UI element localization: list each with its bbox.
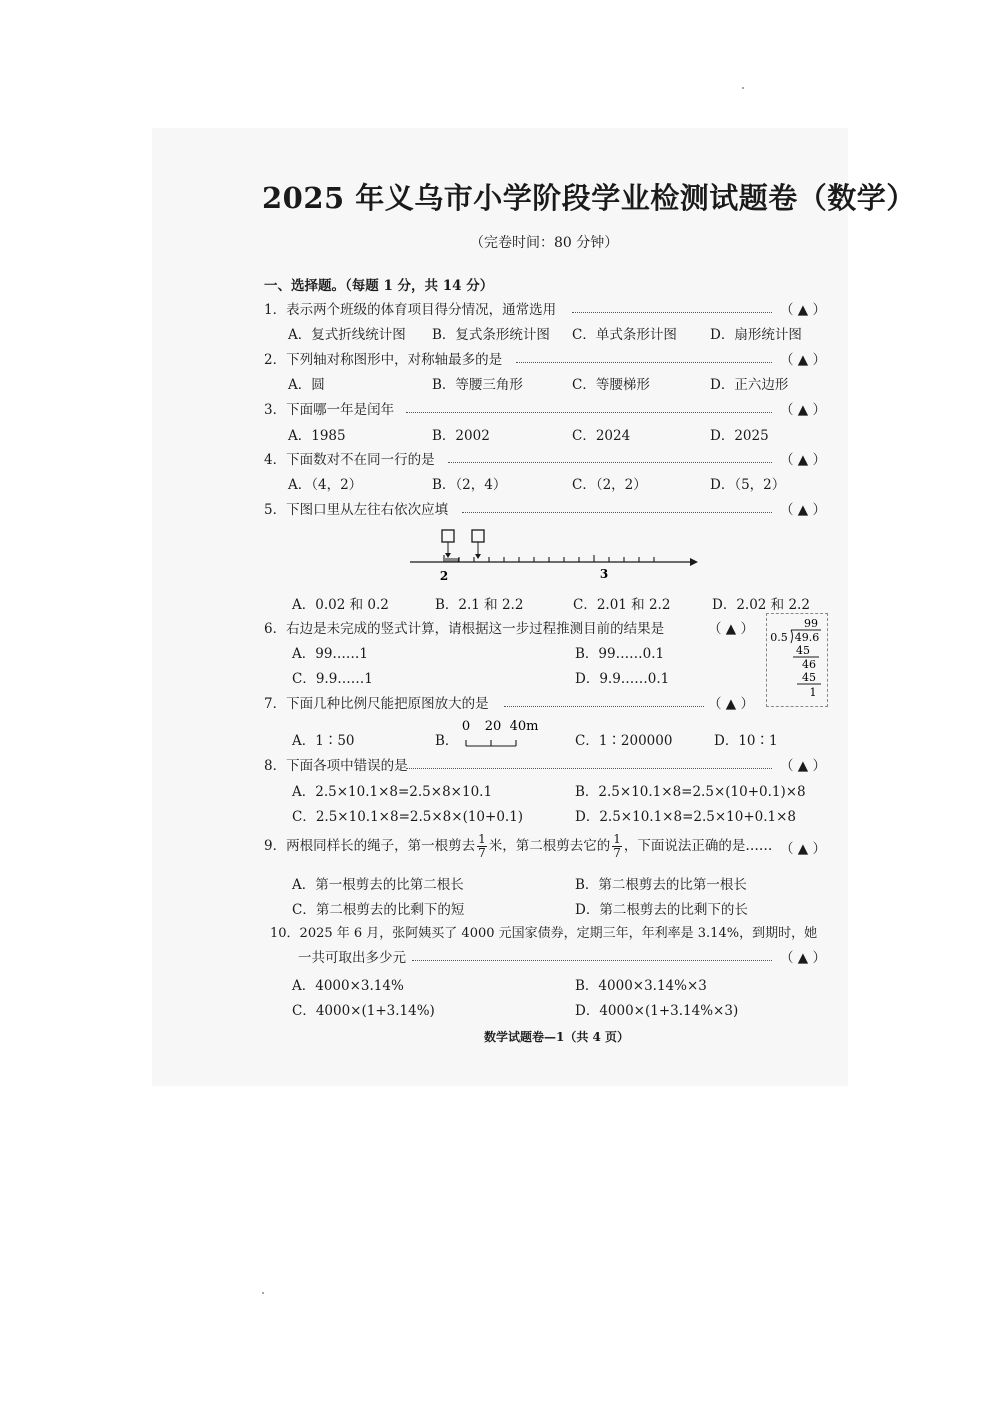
leader-dots [406,412,772,413]
scan-speck [742,87,744,89]
section-heading: 一、选择题。（每题 1 分，共 14 分） [264,278,494,294]
fraction-one-seventh: $\frac{1}{7}$ [613,832,621,860]
q2-option-a: A．圆 [288,377,325,393]
q3-option-c: C．2024 [572,428,631,444]
division-quotient: 99 [804,617,818,630]
answer-mark: （ ▲ ） [780,302,826,318]
q6-option-d: D．9.9……0.1 [575,671,670,687]
leader-dots [448,462,772,463]
long-division-box [766,613,828,707]
scale-label-40m: 40m [509,719,539,734]
axis-label-2: 2 [439,569,449,583]
question-4-text: 4．下面数对不在同一行的是 [264,452,435,468]
exam-duration: （完卷时间：80 分钟） [470,235,619,251]
q3-option-d: D．2025 [710,428,769,444]
division-remainder: 1 [809,686,817,699]
answer-mark: （ ▲ ） [780,841,826,857]
q8-option-a: A．2.5×10.1×8=2.5×8×10.1 [292,784,493,800]
leader-dots [462,512,772,513]
division-dividend: 49.6 [794,631,820,644]
number-line-figure [405,526,700,586]
answer-mark: （ ▲ ） [780,758,826,774]
q1-option-a: A．复式折线统计图 [288,327,406,343]
scan-speck [262,1292,264,1294]
leader-dots [406,768,772,769]
q4-option-a: A．（4，2） [288,477,363,493]
question-8-text: 8．下面各项中错误的是 [264,758,408,774]
q8-option-b: B．2.5×10.1×8=2.5×(10+0.1)×8 [575,784,806,800]
question-2-text: 2．下列轴对称图形中，对称轴最多的是 [264,352,503,368]
q5-option-b: B．2.1 和 2.2 [435,597,524,613]
arrow-head-2 [475,554,481,559]
q9-text-part3: ，下面说法正确的是…… [623,838,773,854]
small-ticks [446,558,458,562]
fraction-one-seventh: $\frac{1}{7}$ [478,832,486,860]
question-5-text: 5．下图口里从左往右依次应填 [264,502,449,518]
page-footer: 数学试题卷—1（共 4 页） [484,1030,630,1044]
question-3-text: 3．下面哪一年是闰年 [264,402,395,418]
q10-option-c: C．4000×(1+3.14%) [292,1003,435,1019]
q9-text-part2: 米，第二根剪去它的 [488,838,611,854]
answer-mark: （ ▲ ） [780,502,826,518]
q3-option-a: A．1985 [288,428,346,444]
question-6-text: 6．右边是未完成的竖式计算，请根据这一步过程推测目前的结果是 [264,621,665,637]
major-ticks [444,555,654,562]
answer-mark: （ ▲ ） [708,696,754,712]
page-title: 2025 年义乌市小学阶段学业检测试题卷（数学） [262,181,916,215]
blank-box-2 [472,530,484,542]
q5-option-c: C．2.01 和 2.2 [573,597,671,613]
q2-option-d: D．正六边形 [710,377,789,393]
q6-option-a: A．99……1 [292,646,369,662]
axis-arrow-icon [690,558,698,566]
long-division-figure [767,614,827,706]
answer-mark: （ ▲ ） [780,950,826,966]
q7-option-c: C．1∶200000 [575,733,673,749]
q10-option-d: D．4000×(1+3.14%×3) [575,1003,739,1019]
q4-option-b: B．（2，4） [432,477,507,493]
question-10-line-2: 一共可取出多少元 [298,950,406,966]
q10-option-a: A．4000×3.14% [292,978,404,994]
q7-option-a: A．1∶50 [292,733,355,749]
question-7-text: 7．下面几种比例尺能把原图放大的是 [264,696,489,712]
q10-option-b: B．4000×3.14%×3 [575,978,707,994]
q8-option-d: D．2.5×10.1×8=2.5×10+0.1×8 [575,809,797,825]
q9-option-c: C．第二根剪去的比剩下的短 [292,902,465,918]
answer-mark: （ ▲ ） [780,402,826,418]
division-divisor: 0.5 [770,631,788,644]
q6-option-c: C．9.9……1 [292,671,373,687]
q1-option-c: C．单式条形计图 [572,327,677,343]
line-scale-figure [458,716,542,752]
q5-option-d: D．2.02 和 2.2 [712,597,810,613]
division-bracket [791,630,793,643]
q8-option-c: C．2.5×10.1×8=2.5×8×(10+0.1) [292,809,524,825]
scale-label-0: 0 [461,719,471,734]
answer-mark: （ ▲ ） [780,452,826,468]
leader-dots [412,960,772,961]
q9-option-a: A．第一根剪去的比第二根长 [292,877,464,893]
q9-option-b: B．第二根剪去的比第一根长 [575,877,747,893]
q6-option-b: B．99……0.1 [575,646,665,662]
question-10-line-1: 10．2025 年 6 月，张阿姨买了 4000 元国家债券，定期三年，年利率是 3.14%，到期时，她 [270,926,818,941]
q4-option-c: C．（2，2） [572,477,647,493]
answer-mark: （ ▲ ） [780,352,826,368]
q4-option-d: D．（5，2） [710,477,786,493]
division-step3: 45 [802,671,816,684]
question-9-text [264,831,772,861]
scale-label-20: 20 [484,719,502,734]
q2-option-b: B．等腰三角形 [432,377,523,393]
q5-option-a: A．0.02 和 0.2 [292,597,389,613]
blank-box-1 [442,530,454,542]
division-step2: 46 [802,658,816,671]
q1-option-b: B．复式条形统计图 [432,327,550,343]
q9-option-d: D．第二根剪去的比剩下的长 [575,902,748,918]
arrow-head-1 [445,553,451,558]
q9-text-part1: 9．两根同样长的绳子，第一根剪去 [264,838,476,854]
q1-option-d: D．扇形统计图 [710,327,802,343]
q7-option-b-label: B． [435,733,459,749]
question-1-text: 1．表示两个班级的体育项目得分情况，通常选用 [264,302,557,318]
answer-mark: （ ▲ ） [708,621,754,637]
leader-dots [572,312,772,313]
q2-option-c: C．等腰梯形 [572,377,650,393]
q7-option-d: D．10∶1 [714,733,778,749]
division-step1: 45 [796,644,810,657]
leader-dots [504,706,704,707]
axis-label-3: 3 [599,567,609,581]
leader-dots [516,362,772,363]
q3-option-b: B．2002 [432,428,490,444]
